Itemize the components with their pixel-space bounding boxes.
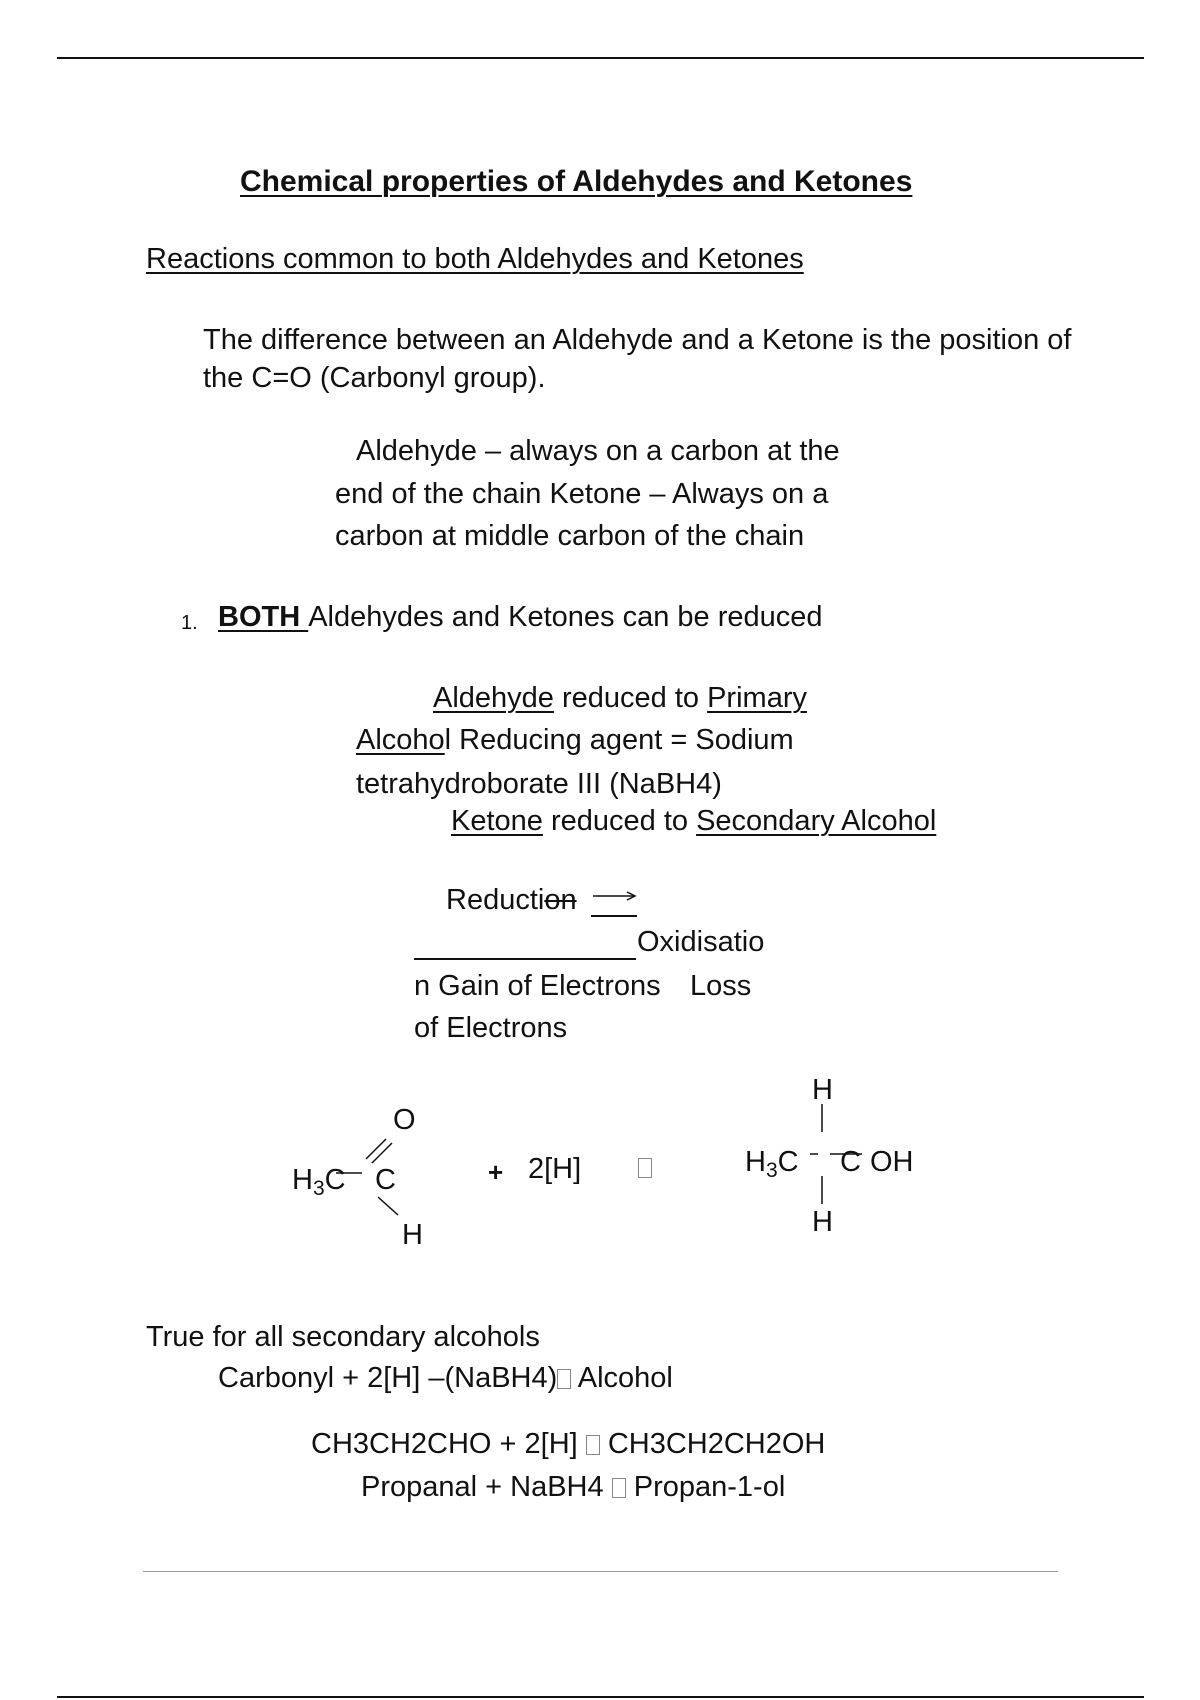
reduction-line-4 bbox=[451, 807, 936, 836]
example-arrow-box-icon bbox=[586, 1435, 600, 1455]
right-methyl-h: H bbox=[745, 1146, 766, 1178]
reduction-word-end: on bbox=[544, 884, 577, 916]
intro-line-2: the C=O (Carbonyl group). bbox=[203, 362, 546, 394]
example-equation bbox=[311, 1430, 825, 1459]
general-equation-right: Alcohol bbox=[571, 1362, 673, 1394]
right-methyl-c: C bbox=[777, 1146, 799, 1178]
general-arrow-box-icon bbox=[557, 1369, 571, 1389]
page-title: Chemical properties of Aldehydes and Ketones bbox=[240, 165, 913, 198]
top-rule bbox=[57, 57, 1144, 59]
positions-line-1: Aldehyde – always on a carbon at the bbox=[356, 435, 840, 467]
left-methyl-h: H bbox=[292, 1164, 313, 1196]
oxidisation-word: Oxidisatio bbox=[637, 926, 765, 958]
example-names bbox=[361, 1473, 785, 1502]
right-methyl-subscript: 3 bbox=[765, 1159, 778, 1182]
left-hydrogen: H bbox=[402, 1219, 423, 1251]
reduced-to-text: reduced to bbox=[553, 682, 708, 714]
both-emphasis: BOTH bbox=[218, 601, 309, 633]
secondary-alcohol-term: Secondary Alcohol bbox=[696, 805, 937, 837]
left-methyl-c: C bbox=[324, 1164, 346, 1196]
list-item-1-text: Aldehydes and Ketones can be reduced bbox=[308, 601, 823, 633]
reduction-line-1 bbox=[433, 684, 807, 713]
right-bottom-hydrogen: H bbox=[812, 1206, 833, 1238]
reduction-line-2 bbox=[356, 726, 794, 755]
example-names-left: Propanal + NaBH4 bbox=[361, 1471, 612, 1503]
general-heading: True for all secondary alcohols bbox=[146, 1321, 540, 1353]
general-equation bbox=[218, 1364, 673, 1393]
redox-line-3b: Loss bbox=[690, 970, 752, 1002]
left-oxygen: O bbox=[393, 1104, 416, 1136]
right-top-hydrogen: H bbox=[812, 1074, 833, 1106]
redox-line-3a: n Gain of Electrons bbox=[414, 970, 661, 1002]
reagent-hydrogen: 2[H] bbox=[528, 1153, 582, 1185]
redox-line-4: of Electrons bbox=[414, 1012, 568, 1044]
example-names-arrow-box-icon bbox=[612, 1478, 626, 1498]
left-methyl-subscript: 3 bbox=[312, 1177, 325, 1200]
reduction-word: Reducti bbox=[446, 884, 545, 916]
redox-arrow bbox=[585, 880, 645, 920]
bottom-rule bbox=[57, 1696, 1144, 1698]
example-equation-left: CH3CH2CHO + 2[H] bbox=[311, 1428, 586, 1460]
reduction-line-3: tetrahydroborate III (NaBH4) bbox=[356, 768, 722, 800]
reducing-agent-text: Reducing agent = Sodium bbox=[451, 724, 794, 756]
left-bonds bbox=[320, 1125, 440, 1225]
alcohol-term-end: l bbox=[444, 724, 452, 756]
right-bonds bbox=[777, 1090, 900, 1230]
section-subheading: Reactions common to both Aldehydes and Ketones bbox=[146, 243, 804, 275]
example-equation-right: CH3CH2CH2OH bbox=[599, 1428, 826, 1460]
ketone-reduced-text: reduced to bbox=[542, 805, 697, 837]
positions-line-2: end of the chain Ketone – Always on a bbox=[335, 478, 829, 510]
redox-line-1 bbox=[446, 886, 577, 915]
list-number: 1. bbox=[181, 612, 198, 634]
right-hydroxyl: OH bbox=[870, 1146, 914, 1178]
general-equation-left: Carbonyl + 2[H] –(NaBH4) bbox=[218, 1362, 558, 1394]
redox-blank-line bbox=[414, 958, 636, 960]
alcohol-term: Alcoho bbox=[356, 724, 445, 756]
list-item-1 bbox=[218, 603, 823, 632]
aldehyde-term: Aldehyde bbox=[433, 682, 554, 714]
arrow-box-icon bbox=[638, 1158, 652, 1178]
right-central-carbon: C bbox=[840, 1146, 861, 1178]
section-divider bbox=[143, 1571, 1058, 1572]
plus-sign: + bbox=[488, 1157, 504, 1187]
positions-line-3: carbon at middle carbon of the chain bbox=[335, 520, 805, 552]
example-names-right: Propan-1-ol bbox=[625, 1471, 786, 1503]
intro-line-1: The difference between an Aldehyde and a Ketone is the position of bbox=[203, 324, 1072, 356]
primary-term: Primary bbox=[707, 682, 807, 714]
left-carbonyl-carbon: C bbox=[375, 1164, 396, 1196]
ketone-term: Ketone bbox=[451, 805, 543, 837]
